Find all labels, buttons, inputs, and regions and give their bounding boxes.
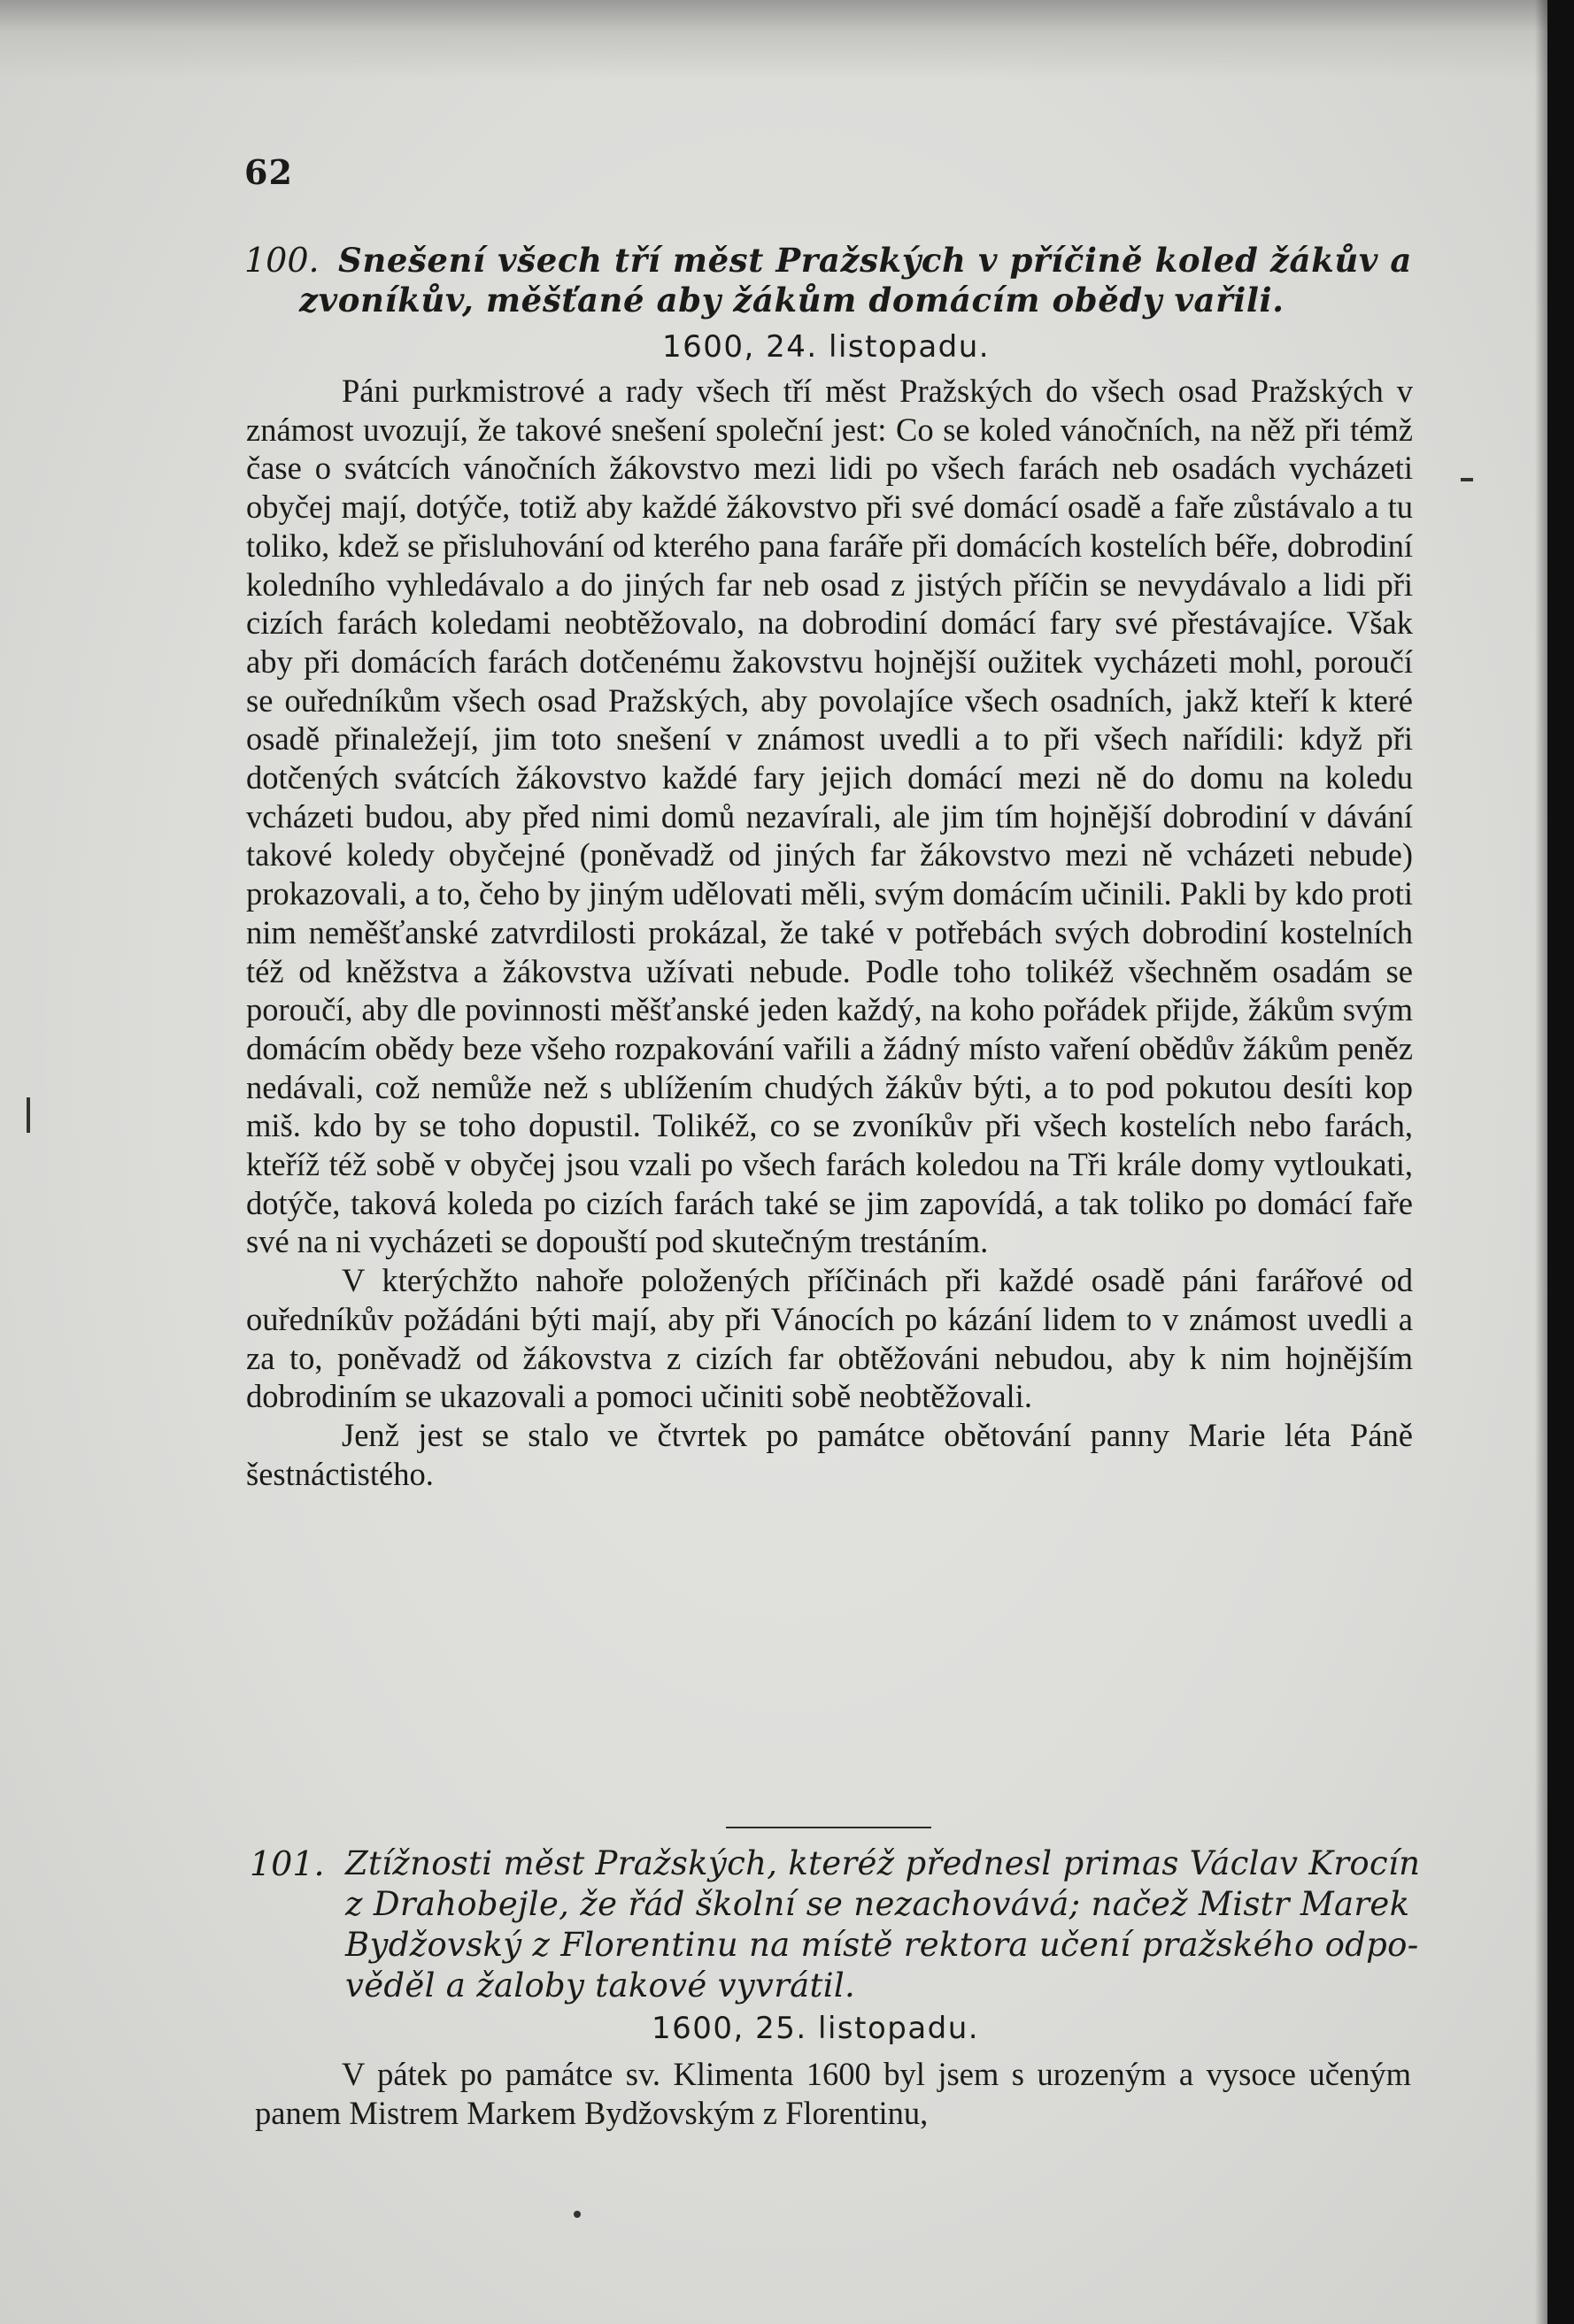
entry-101-heading-line-3: Bydžovský z Florentinu na místě rektora učení pražského odpo- (345, 1926, 1419, 1964)
scan-top-shadow (0, 0, 1574, 80)
entry-101-number: 101. (250, 1844, 325, 1883)
page-number: 62 (244, 152, 293, 192)
entry-101-heading-line-2: z Drahobejle, že řád školní se nezachovává; načež Mistr Marek (345, 1885, 1410, 1923)
entry-100-number: 100. (244, 241, 320, 280)
entry-100-heading-line-2: zvoníkův, měšťané aby žákům domácím obědy vařili. (299, 281, 1285, 319)
entry-101-heading-line-4: věděl a žaloby takové vyvrátil. (345, 1966, 856, 2005)
scan-right-edge (1547, 0, 1574, 2324)
scan-artifact (1461, 478, 1473, 481)
entry-100-paragraph-1: Páni purkmistrové a rady všech tří měst Pražských do všech osad Pražských v známost uvozují, že takové snešení společní jest: Co se koled vánočních, na něž při témž čase o svátcích vánočních žákovstvo mezi lidi po všech farách neb osadách vycházeti obyčej mají, dotýče, totiž aby každé žákovstvo při své domácí osadě a faře zůstávalo a tu toliko, kdež se přisluhování od kterého pana faráře při domácích kostelích béře, dobrodiní koledního vyhledávalo a do jiných far neb osad z jistých příčin se nevydávalo a lidi při cizích farách koledami neobtěžovalo, na dobrodiní domácí fary své přestávajíce. Však aby při domácích farách dotčenému žakovstvu hojnější oužitek vycházeti mohl, poroučí se ouředníkům všech osad Pražských, aby povolajíce všech osadních, jakž kteří k které osadě přinaležejí, jim toto snešení v známost uvedli a to při všech nařídili: když při dotčených svátcích žákovstvo každé fary jejich domácí mezi ně do domu na koledu vcházeti budou, aby před nimi domů nezavírali, ale jim tím hojnější dobrodiní v dávání takové koledy obyčejné (poněvadž od jiných far žákovstvo mezi ně vcházeti nebude) prokazovali, a to, čeho by jiným udělovati měli, svým domácím učinili. Pakli by kdo proti nim neměšťanské zatvrdilosti prokázal, že také v potřebách svých dobrodiní kostelních též od kněžstva a žákovstva užívati nebude. Podle toho tolikéž všechněm osadám se poroučí, aby dle povinnosti měšťanské jeden každý, na koho pořádek přijde, žákům svým domácím obědy beze všeho rozpakování vařili a žádný místo vaření obědův žákům peněz nedávali, což nemůže než s ublížením chudých žákův býti, a to pod pokutou desíti kop miš. kdo by se toho dopustil. Tolikéž, co se zvoníkův při všech kostelích nebo farách, kteříž též sobě v obyčej jsou vzali po všech farách koledou na Tři krále domy vytloukati, dotýče, taková koleda po cizích farách také se jim zapovídá, a tak toliko po domácí faře své na ni vycházeti se dopouští pod skutečným trestáním. (246, 373, 1413, 1260)
entry-101-body (255, 2055, 1411, 2132)
section-divider (726, 1827, 931, 1828)
entry-100-body (246, 372, 1413, 1493)
entry-100-date: 1600, 24. listopadu. (662, 329, 991, 365)
scan-right-shadow (1535, 0, 1547, 2324)
entry-100-paragraph-3: Jenž jest se stalo ve čtvrtek po památce obětování panny Marie léta Páně šestnáctistého. (246, 1416, 1413, 1492)
scan-artifact (27, 1097, 30, 1133)
entry-101-heading-line-1: Ztížnosti měst Pražských, kteréž přednesl primas Václav Krocín (345, 1844, 1421, 1882)
entry-100-heading-line-1: Snešení všech tří měst Pražských v příčině koled žákův a (338, 241, 1412, 280)
entry-101-paragraph-1: V pátek po památce sv. Klimenta 1600 byl jsem s urozeným a vysoce učeným panem Mistrem Markem Bydžovským z Florentinu, (255, 2056, 1411, 2131)
entry-101-date: 1600, 25. listopadu. (652, 2011, 980, 2046)
scan-artifact (574, 2211, 581, 2218)
entry-100-paragraph-2: V kterýchžto nahoře položených příčinách při každé osadě páni farářové od ouředníkův požádáni býti mají, aby při Vánocích po kázání lidem to v známost uvedli a za to, poněvadž od žákovstva z cizích far obtěžováni nebudou, aby k nim hojnějším dobrodiním se ukazovali a pomoci učiniti sobě neobtěžovali. (246, 1262, 1413, 1415)
